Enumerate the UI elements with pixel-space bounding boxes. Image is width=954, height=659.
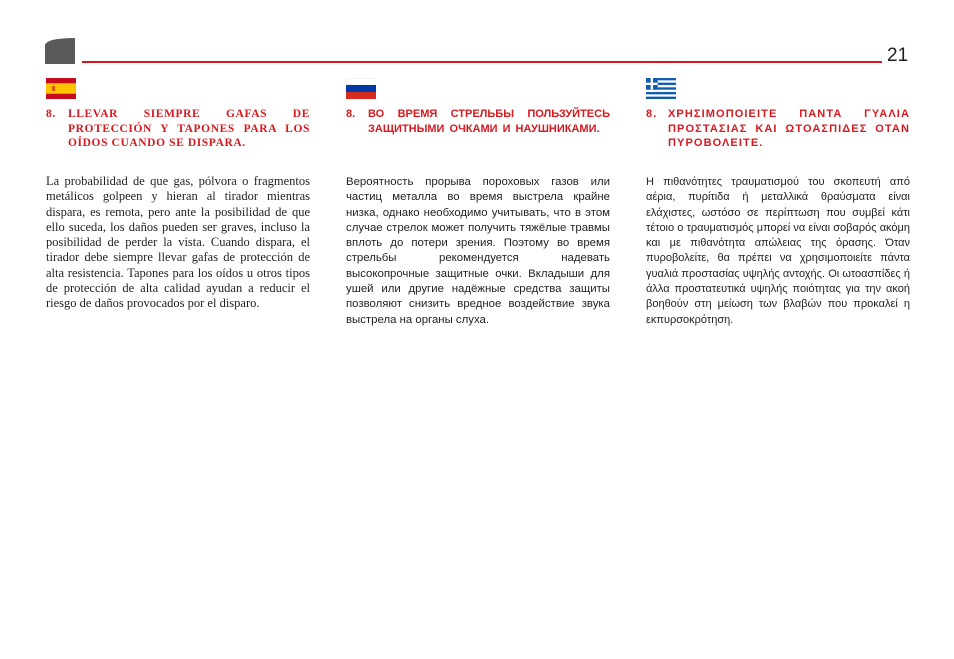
item-number: 8.	[346, 108, 356, 120]
section-spanish	[46, 78, 310, 311]
heading-text: ВО ВРЕМЯ СТРЕЛЬБЫ ПОЛЬЗУЙТЕСЬ ЗАЩИТНЫМИ ОЧКАМИ И НАУШНИКАМИ.	[368, 108, 610, 135]
item-number: 8.	[646, 108, 658, 120]
item-number: 8.	[46, 108, 56, 120]
section-heading	[46, 107, 310, 151]
header-rule	[82, 61, 882, 63]
body-paragraph: La probabilidad de que gas, pólvora o fragmentos metálicos golpeen y hieran al tirador mientras dispara, es remota, pero ante la posibilidad de que ello suceda, los daños pueden ser graves, incluso la posibilidad de perder la vista. Cuando dispara, el tirador debe siempre llevar gafas de protección de alta resistencia. Tapones para los oídos u otros tipos de protección de alta calidad ayudan a reducir el riesgo de daños provocados por el disparo.	[46, 174, 310, 311]
heading-text: LLEVAR SIEMPRE GAFAS DE PROTECCIÓN Y TAPONES PARA LOS OÍDOS CUANDO SE DISPARA.	[68, 108, 310, 149]
flag-russia-icon	[346, 78, 376, 99]
flag-spain-icon	[46, 78, 76, 99]
section-heading	[346, 107, 610, 136]
body-paragraph: Вероятность прорыва пороховых газов или частиц металла во время выстрела крайне низка, однако необходимо учитывать, что в этом случае стрелок может получить тяжёлые травмы вплоть до потери зрения. Поэтому во время стрельбы рекомендуется надевать высокопрочные защитные очки. Вкладыши для ушей или другие надёжные средства защиты позволяют снизить вредное воздействие звука выстрела на органы слуха.	[346, 176, 610, 326]
body-paragraph: Η πιθανότητες τραυματισμού του σκοπευτή από αέρια, πυρίτιδα ή μεταλλικά θραύσματα είναι ελάχιστες, ωστόσο σε περίπτωση που συμβεί κάτι τέτοιο ο τραυματισμός μπορεί να είναι σοβαρός ακόμη και με πιθανότητα απώλειας της όρασης. Όταν πυροβολείτε, θα πρέπει να χρησιμοποιείτε πάντα γυαλιά προστασίας υψηλής αντοχής. Οι ωτοασπίδες ή άλλα προστατευτικά υψηλής ποιότητας για την ακοή βοηθούν στη μείωση των βλαβών που προκαλεί η εκπυρσοκρότηση.	[646, 176, 910, 326]
section-greek	[646, 78, 910, 326]
brand-logo-icon	[45, 38, 75, 64]
section-russian	[346, 78, 610, 326]
flag-greece-icon	[646, 78, 676, 99]
heading-text: ΧΡΗΣΙΜΟΠΟΙΕΙΤΕ ΠΑΝΤΑ ΓΥΑΛΙΑ ΠΡΟΣΤΑΣΙΑΣ ΚΑΙ ΩΤΟΑΣΠΙΔΕΣ ΟΤΑΝ ΠΥΡΟΒΟΛΕΙΤΕ.	[668, 108, 910, 149]
section-heading	[646, 107, 910, 151]
page-number: 21	[887, 45, 909, 66]
